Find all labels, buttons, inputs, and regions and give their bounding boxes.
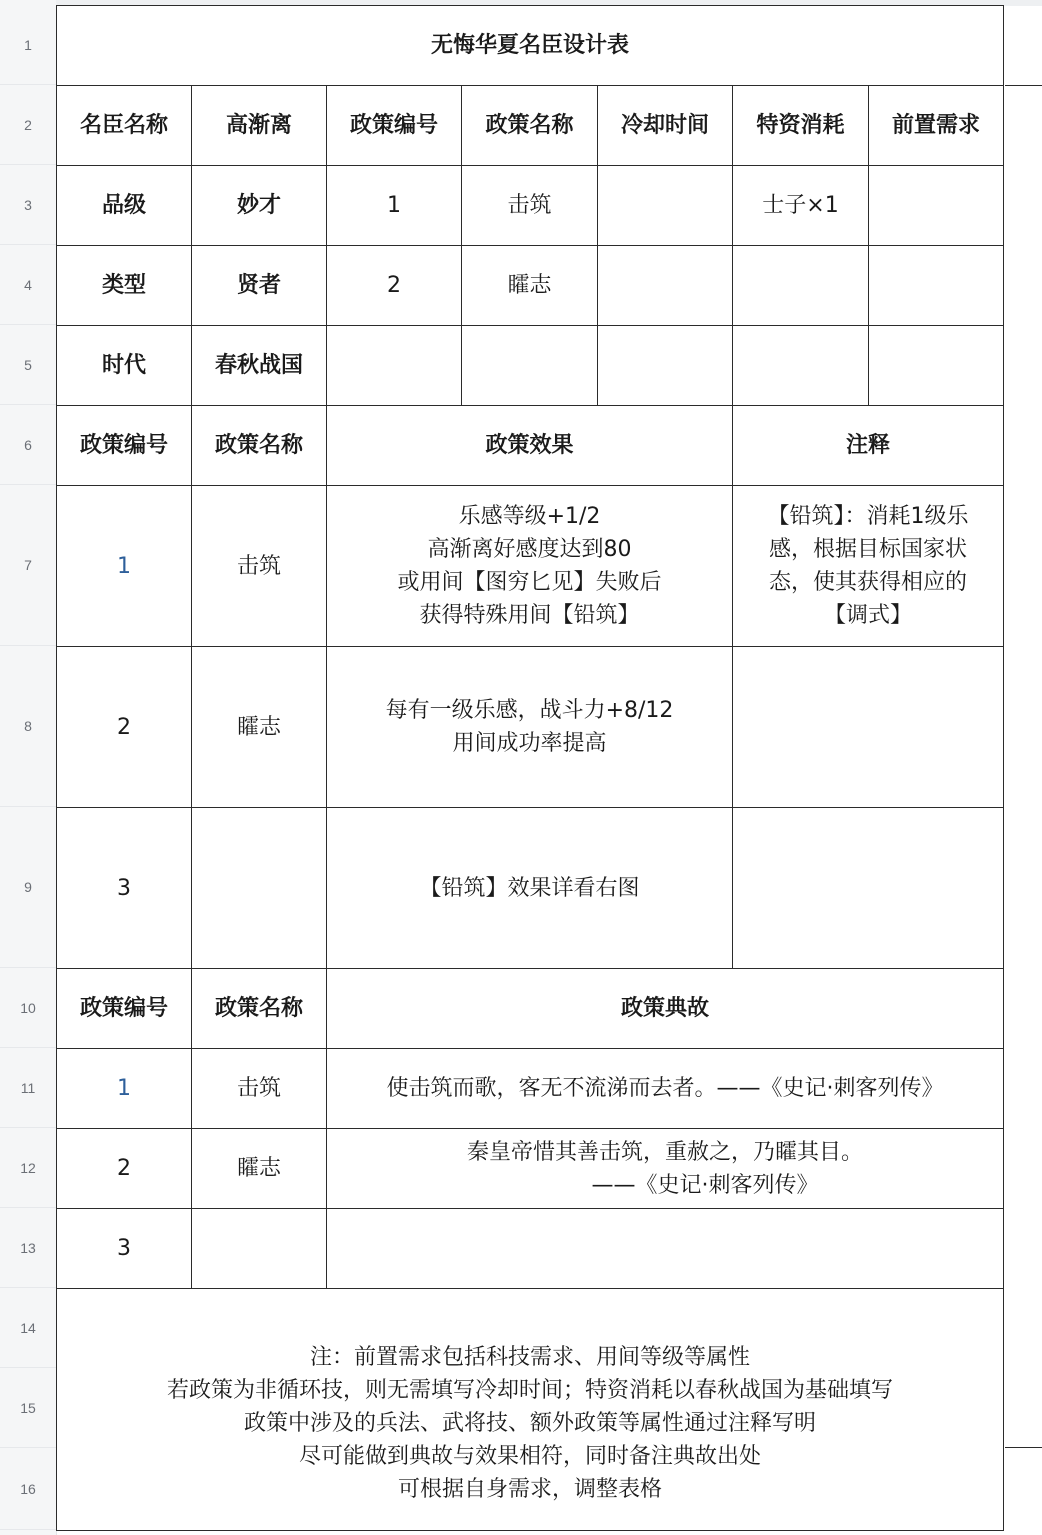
effect-note-cell[interactable]	[733, 486, 1004, 647]
summary-policy-id-cell[interactable]: 1	[327, 166, 462, 246]
adjacent-cell-border	[1005, 1447, 1042, 1448]
effect-line: 高渐离好感度达到80	[427, 537, 632, 562]
row-number[interactable]: 5	[0, 325, 56, 405]
note-line: 感，根据目标国家状	[768, 537, 967, 562]
page-title[interactable]: 无悔华夏名臣设计表	[57, 6, 1004, 86]
summary-policy-name-cell[interactable]: 击筑	[462, 166, 598, 246]
row-number[interactable]: 9	[0, 807, 56, 968]
effect-policy-id[interactable]: 3	[57, 808, 192, 969]
effect-line: 用间成功率提高	[452, 731, 607, 756]
allusion-policy-id-link[interactable]: 1	[57, 1049, 192, 1129]
effect-line: 乐感等级+1/2	[458, 504, 601, 529]
effect-note-cell[interactable]	[733, 647, 1004, 808]
summary-cooldown-cell[interactable]	[598, 246, 733, 326]
effect-text-cell[interactable]	[327, 808, 733, 969]
rank-value[interactable]: 妙才	[192, 166, 327, 246]
summary-cooldown-cell[interactable]	[598, 166, 733, 246]
notes-cell[interactable]	[57, 1289, 1004, 1531]
type-value[interactable]: 贤者	[192, 246, 327, 326]
row-number[interactable]: 15	[0, 1368, 56, 1448]
note-line: 注：前置需求包括科技需求、用间等级等属性	[309, 1345, 750, 1370]
row-number[interactable]: 7	[0, 485, 56, 646]
empty-cell[interactable]	[462, 326, 598, 406]
row-number[interactable]: 13	[0, 1208, 56, 1288]
empty-cell[interactable]	[327, 326, 462, 406]
effect-line: 或用间【图穷匕见】失败后	[397, 570, 662, 595]
row-number[interactable]: 6	[0, 405, 56, 485]
row-number[interactable]: 16	[0, 1448, 56, 1530]
header-policy-id[interactable]: 政策编号	[327, 86, 462, 166]
effect-text-cell[interactable]	[327, 486, 733, 647]
row-number[interactable]: 1	[0, 5, 56, 85]
minister-design-table	[56, 5, 1004, 1531]
row-number[interactable]: 2	[0, 85, 56, 165]
allusion-line: ——《史记·刺客列传》	[591, 1172, 819, 1198]
summary-cost-cell[interactable]	[733, 246, 869, 326]
header-prereq[interactable]: 前置需求	[869, 86, 1004, 166]
row-number[interactable]: 3	[0, 165, 56, 245]
allusion-policy-id[interactable]: 2	[57, 1129, 192, 1209]
header-cost[interactable]: 特资消耗	[733, 86, 869, 166]
note-line: 态，使其获得相应的	[768, 570, 967, 595]
allusion-policy-name[interactable]: 矐志	[192, 1129, 327, 1209]
note-line: 【铅筑】：消耗1级乐	[767, 504, 969, 529]
era-value[interactable]: 春秋战国	[192, 326, 327, 406]
allusion-line: 使击筑而歌，客无不流涕而去者。——《史记·刺客列传》	[386, 1076, 944, 1101]
row-number[interactable]: 4	[0, 245, 56, 325]
rank-label[interactable]: 品级	[57, 166, 192, 246]
row-number[interactable]: 8	[0, 646, 56, 807]
allusion-header-text[interactable]: 政策典故	[327, 969, 1004, 1049]
effect-policy-name[interactable]: 矐志	[192, 647, 327, 808]
allusion-policy-name[interactable]: 击筑	[192, 1049, 327, 1129]
effect-note-cell[interactable]	[733, 808, 1004, 969]
note-line: 可根据自身需求，调整表格	[397, 1477, 662, 1502]
header-policy-name[interactable]: 政策名称	[462, 86, 598, 166]
empty-cell[interactable]	[869, 326, 1004, 406]
allusion-header-name[interactable]: 政策名称	[192, 969, 327, 1049]
summary-cost-cell[interactable]: 士子×1	[733, 166, 869, 246]
header-cooldown[interactable]: 冷却时间	[598, 86, 733, 166]
empty-cell[interactable]	[733, 326, 869, 406]
allusion-policy-id[interactable]: 3	[57, 1209, 192, 1289]
row-number[interactable]: 12	[0, 1128, 56, 1208]
effect-policy-id-link[interactable]: 1	[57, 486, 192, 647]
note-line: 若政策为非循环技，则无需填写冷却时间；特资消耗以春秋战国为基础填写	[166, 1378, 893, 1403]
minister-name-value[interactable]: 高渐离	[192, 86, 327, 166]
allusion-header-id[interactable]: 政策编号	[57, 969, 192, 1049]
effect-line: 【铅筑】效果详看右图	[419, 875, 640, 901]
minister-name-label[interactable]: 名臣名称	[57, 86, 192, 166]
row-number[interactable]: 14	[0, 1288, 56, 1368]
adjacent-cell-border	[1005, 85, 1042, 86]
type-label[interactable]: 类型	[57, 246, 192, 326]
allusion-line: 秦皇帝惜其善击筑，重赦之，乃矐其目。	[466, 1139, 863, 1165]
effect-policy-name[interactable]: 击筑	[192, 486, 327, 647]
effects-header-effect[interactable]: 政策效果	[327, 406, 733, 486]
summary-policy-name-cell[interactable]: 矐志	[462, 246, 598, 326]
effect-policy-id[interactable]: 2	[57, 647, 192, 808]
effect-policy-name[interactable]	[192, 808, 327, 969]
effects-header-name[interactable]: 政策名称	[192, 406, 327, 486]
summary-prereq-cell[interactable]	[869, 166, 1004, 246]
summary-prereq-cell[interactable]	[869, 246, 1004, 326]
allusion-text-cell[interactable]	[327, 1129, 1004, 1209]
row-number[interactable]: 11	[0, 1048, 56, 1128]
row-number[interactable]: 10	[0, 968, 56, 1048]
effects-header-id[interactable]: 政策编号	[57, 406, 192, 486]
allusion-text-cell[interactable]	[327, 1209, 1004, 1289]
allusion-policy-name[interactable]	[192, 1209, 327, 1289]
era-label[interactable]: 时代	[57, 326, 192, 406]
allusion-text-cell[interactable]	[327, 1049, 1004, 1129]
note-line: 尽可能做到典故与效果相符，同时备注典故出处	[298, 1444, 761, 1469]
summary-policy-id-cell[interactable]: 2	[327, 246, 462, 326]
note-line: 政策中涉及的兵法、武将技、额外政策等属性通过注释写明	[243, 1411, 816, 1436]
empty-cell[interactable]	[598, 326, 733, 406]
effect-line: 每有一级乐感，战斗力+8/12	[385, 698, 674, 723]
effects-header-note[interactable]: 注释	[733, 406, 1004, 486]
effect-text-cell[interactable]	[327, 647, 733, 808]
note-line: 【调式】	[823, 603, 912, 628]
effect-line: 获得特殊用间【铅筑】	[419, 603, 640, 628]
